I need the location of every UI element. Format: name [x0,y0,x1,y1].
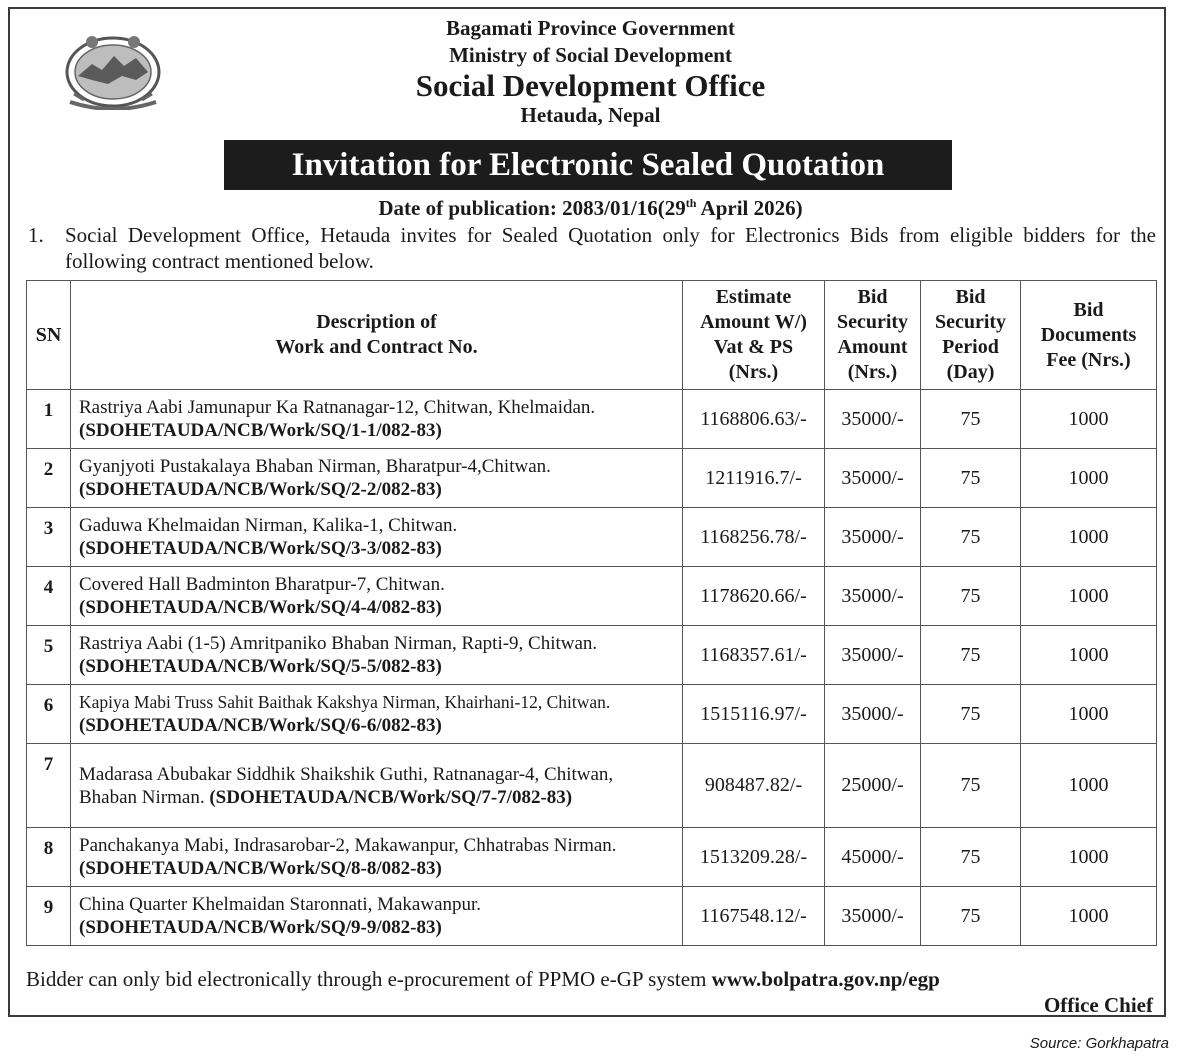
contract-number: (SDOHETAUDA/NCB/Work/SQ/4-4/082-83) [79,597,442,618]
row-document-fee: 1000 [1021,685,1157,744]
row-document-fee: 1000 [1021,828,1157,887]
row-document-fee: 1000 [1021,567,1157,626]
table-row [27,508,1157,567]
work-description: Panchakanya Mabi, Indrasarobar-2, Makawanpur, Chhatrabas Nirman. [79,835,617,856]
header-document-fee: Bid Documents Fee (Nrs.) [1021,281,1157,390]
row-security-period: 75 [921,390,1021,449]
row-description [71,508,683,567]
publication-date-superscript: th [685,196,697,210]
work-description: Covered Hall Badminton Bharatpur-7, Chitwan. [79,574,445,595]
contract-number: (SDOHETAUDA/NCB/Work/SQ/5-5/082-83) [79,656,442,677]
contract-number: (SDOHETAUDA/NCB/Work/SQ/6-6/082-83) [79,715,442,736]
row-security-amount: 25000/- [825,744,921,828]
row-description [71,390,683,449]
header-security-amount: Bid Security Amount (Nrs.) [825,281,921,390]
row-security-amount: 45000/- [825,828,921,887]
work-description: Rastriya Aabi Jamunapur Ka Ratnanagar-12, Chitwan, Khelmaidan. [79,397,596,418]
row-estimate: 1168256.78/- [683,508,825,567]
row-sn: 5 [27,626,71,685]
row-estimate: 908487.82/- [683,744,825,828]
row-security-amount: 35000/- [825,390,921,449]
row-security-amount: 35000/- [825,626,921,685]
row-security-period: 75 [921,744,1021,828]
work-description: Madarasa Abubakar Siddhik Shaikshik Guthi, Ratnanagar-4, Chitwan, Bhaban Nirman. [79,763,614,808]
row-security-amount: 35000/- [825,567,921,626]
table-row [27,685,1157,744]
bolpatra-link[interactable]: www.bolpatra.gov.np/egp [711,967,940,991]
row-security-period: 75 [921,449,1021,508]
row-sn: 1 [27,390,71,449]
work-description: Gyanjyoti Pustakalaya Bhaban Nirman, Bharatpur-4,Chitwan. [79,456,551,477]
work-description: Gaduwa Khelmaidan Nirman, Kalika-1, Chitwan. [79,515,458,536]
row-estimate: 1515116.97/- [683,685,825,744]
row-description [71,626,683,685]
header-estimate: Estimate Amount W/) Vat & PS (Nrs.) [683,281,825,390]
contract-number: (SDOHETAUDA/NCB/Work/SQ/8-8/082-83) [79,858,442,879]
table-row [27,887,1157,946]
table-row [27,626,1157,685]
row-sn: 4 [27,567,71,626]
table-row [27,390,1157,449]
location-heading: Hetauda, Nepal [520,103,661,127]
source-credit: Source: Gorkhapatra [1029,1035,1169,1052]
signatory: Office Chief [1043,993,1153,1017]
table-row [27,828,1157,887]
row-security-period: 75 [921,887,1021,946]
e-procurement-note-text: Bidder can only bid electronically through e-procurement of PPMO e-GP system [26,967,712,991]
row-estimate: 1168806.63/- [683,390,825,449]
contract-number: (SDOHETAUDA/NCB/Work/SQ/1-1/082-83) [79,420,442,441]
row-security-amount: 35000/- [825,887,921,946]
row-sn: 6 [27,685,71,744]
row-description [71,685,683,744]
row-description [71,449,683,508]
work-description: Kapiya Mabi Truss Sahit Baithak Kakshya Nirman, Khairhani-12, Chitwan. [79,692,611,712]
row-description [71,744,683,828]
table-header-row [27,281,1157,390]
row-security-period: 75 [921,626,1021,685]
row-security-period: 75 [921,685,1021,744]
row-document-fee: 1000 [1021,508,1157,567]
table-row [27,744,1157,828]
publication-date-suffix: April 2026) [696,196,803,220]
row-document-fee: 1000 [1021,887,1157,946]
row-estimate: 1178620.66/- [683,567,825,626]
contract-number: (SDOHETAUDA/NCB/Work/SQ/3-3/082-83) [79,538,442,559]
header-description: Description of Work and Contract No. [71,281,683,390]
table-row [27,567,1157,626]
row-document-fee: 1000 [1021,390,1157,449]
intro-text: Social Development Office, Hetauda invites for Sealed Quotation only for Electronics Bids from eligible bidders for the following contract mentioned below. [65,223,1156,273]
row-document-fee: 1000 [1021,744,1157,828]
row-security-amount: 35000/- [825,508,921,567]
header-sn: SN [27,281,71,390]
row-sn: 9 [27,887,71,946]
contract-number: (SDOHETAUDA/NCB/Work/SQ/9-9/082-83) [79,917,442,938]
office-heading: Social Development Office [415,68,766,103]
row-estimate: 1167548.12/- [683,887,825,946]
row-security-period: 75 [921,508,1021,567]
row-description [71,828,683,887]
row-document-fee: 1000 [1021,449,1157,508]
contract-number: (SDOHETAUDA/NCB/Work/SQ/7-7/082-83) [209,786,573,808]
intro-number: 1. [28,223,44,247]
notice-title-banner: Invitation for Electronic Sealed Quotation [224,140,952,190]
row-document-fee: 1000 [1021,626,1157,685]
publication-date-label: Date of publication: 2083/01/16(29 [378,196,686,220]
row-security-period: 75 [921,828,1021,887]
work-description: Rastriya Aabi (1-5) Amritpaniko Bhaban Nirman, Rapti-9, Chitwan. [79,633,598,654]
row-description [71,887,683,946]
row-sn: 8 [27,828,71,887]
e-procurement-note [26,967,940,992]
row-estimate: 1211916.7/- [683,449,825,508]
province-heading: Bagamati Province Government [446,16,735,40]
contract-table [26,280,1157,946]
ministry-heading: Ministry of Social Development [449,43,732,67]
contract-number: (SDOHETAUDA/NCB/Work/SQ/2-2/082-83) [79,479,442,500]
header-security-period: Bid Security Period (Day) [921,281,1021,390]
publication-date [0,196,1181,221]
row-sn: 7 [27,744,71,828]
row-sn: 2 [27,449,71,508]
row-security-amount: 35000/- [825,449,921,508]
table-row [27,449,1157,508]
row-description [71,567,683,626]
row-security-amount: 35000/- [825,685,921,744]
row-estimate: 1168357.61/- [683,626,825,685]
row-security-period: 75 [921,567,1021,626]
row-estimate: 1513209.28/- [683,828,825,887]
work-description: China Quarter Khelmaidan Staronnati, Makawanpur. [79,894,482,915]
row-sn: 3 [27,508,71,567]
